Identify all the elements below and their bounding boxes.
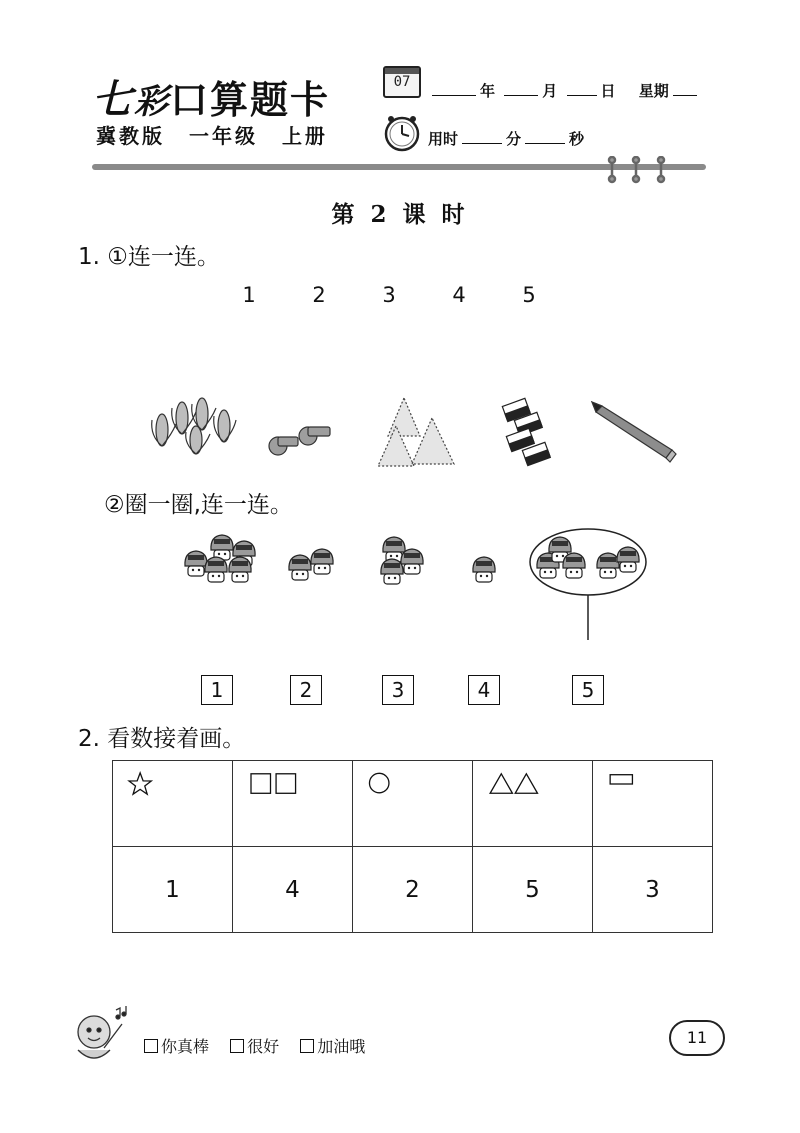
number-box-1[interactable]: 1 (201, 675, 233, 705)
triangle-outline-icon (487, 771, 549, 797)
number-box-3[interactable]: 3 (382, 675, 414, 705)
mushroom-groups (0, 520, 800, 640)
drawing-table (112, 760, 713, 933)
mushroom-icon (311, 549, 333, 574)
mushroom-icon (289, 555, 311, 580)
year-blank[interactable] (432, 83, 476, 96)
time-fields (428, 128, 584, 149)
mushroom-icon (401, 549, 423, 574)
shape-cell-2[interactable] (233, 761, 353, 847)
number-3[interactable]: 3 (382, 283, 396, 307)
calendar-day: 07 (393, 74, 411, 90)
eraser-picture[interactable] (500, 396, 558, 470)
mushroom-icon (597, 553, 619, 578)
number-1[interactable]: 1 (242, 283, 256, 307)
minute-label: 分 (506, 130, 522, 148)
tree-picture[interactable] (374, 396, 464, 472)
count-cell-4: 5 (473, 847, 593, 933)
mushroom-icon (473, 557, 495, 582)
week-blank[interactable] (673, 83, 697, 96)
date-fields (428, 80, 701, 101)
calendar-icon (383, 66, 421, 98)
tree-icon (388, 398, 420, 436)
shape-row (113, 761, 713, 847)
shape-cell-1[interactable] (113, 761, 233, 847)
mushroom-icon (205, 557, 227, 582)
whistle-icon (269, 437, 298, 455)
mushroom-icon (185, 551, 207, 576)
rating-great-label: 你真棒 (161, 1037, 210, 1056)
musician-mascot-icon (64, 1002, 134, 1072)
year-label: 年 (480, 82, 496, 100)
brand-qi: 七 (92, 76, 134, 123)
rating-good-label: 很好 (247, 1037, 280, 1056)
tree-icon (412, 418, 454, 464)
number-box-4[interactable]: 4 (468, 675, 500, 705)
clock-icon (382, 114, 422, 152)
grade-label: 一年级 (188, 124, 258, 148)
day-blank[interactable] (567, 83, 597, 96)
number-2[interactable]: 2 (312, 283, 326, 307)
edition-line (96, 120, 328, 149)
whistle-picture[interactable] (266, 418, 338, 460)
self-rating (144, 1034, 381, 1057)
edition-label: 冀教版 (96, 124, 165, 148)
shape-cell-4[interactable] (473, 761, 593, 847)
shape-cell-3[interactable] (353, 761, 473, 847)
question-1-title: 1. ①连一连。 (78, 244, 220, 270)
shape-cell-5[interactable] (593, 761, 713, 847)
rating-cheer-checkbox[interactable] (300, 1039, 314, 1053)
month-blank[interactable] (504, 83, 538, 96)
brand-cai: 彩 (134, 82, 170, 122)
rating-great-checkbox[interactable] (144, 1039, 158, 1053)
square-outline-icon (247, 771, 307, 797)
time-label: 用时 (428, 130, 459, 148)
mushroom-group-1 (185, 535, 255, 582)
mushroom-group-2 (289, 549, 333, 580)
pencil-icon (592, 402, 676, 462)
mushroom-icon (617, 547, 639, 572)
number-box-5[interactable]: 5 (572, 675, 604, 705)
mushroom-group-5 (530, 529, 646, 595)
page-number: 11 (669, 1020, 725, 1056)
second-blank[interactable] (525, 131, 565, 144)
count-cell-2: 4 (233, 847, 353, 933)
circle-outline-icon (367, 771, 397, 797)
pencil-picture[interactable] (588, 398, 680, 464)
mushroom-icon (229, 557, 251, 582)
day-label: 日 (600, 82, 616, 100)
volume-label: 上册 (281, 124, 328, 148)
question-1-sub-title: ②圈一圈,连一连。 (104, 492, 293, 518)
binder-rings-icon (604, 156, 670, 184)
minute-blank[interactable] (462, 131, 502, 144)
rating-cheer-label: 加油哦 (317, 1037, 366, 1056)
brand-rest: 口算题卡 (170, 77, 331, 122)
mushroom-icon (211, 535, 233, 560)
star-outline-icon (127, 771, 157, 797)
whistle-icon (299, 427, 330, 445)
second-label: 秒 (569, 130, 585, 148)
question-2-title: 2. 看数接着画。 (78, 726, 246, 752)
mushroom-icon (563, 553, 585, 578)
corn-picture[interactable] (148, 392, 240, 462)
week-label: 星期 (638, 82, 669, 100)
rectangle-outline-icon (607, 771, 643, 797)
mushroom-icon (381, 559, 403, 584)
number-5[interactable]: 5 (522, 283, 536, 307)
mushroom-group-4 (473, 557, 495, 582)
count-cell-1: 1 (113, 847, 233, 933)
lesson-title: 第 2 课 时 (331, 201, 469, 228)
count-row (113, 847, 713, 933)
number-box-2[interactable]: 2 (290, 675, 322, 705)
count-cell-3: 2 (353, 847, 473, 933)
corn-icon (214, 410, 236, 442)
mushroom-group-3 (381, 537, 423, 584)
rating-good-checkbox[interactable] (230, 1039, 244, 1053)
corn-icon (186, 426, 210, 454)
count-cell-5: 3 (593, 847, 713, 933)
number-4[interactable]: 4 (452, 283, 466, 307)
month-label: 月 (542, 82, 558, 100)
brand-title (92, 68, 330, 125)
